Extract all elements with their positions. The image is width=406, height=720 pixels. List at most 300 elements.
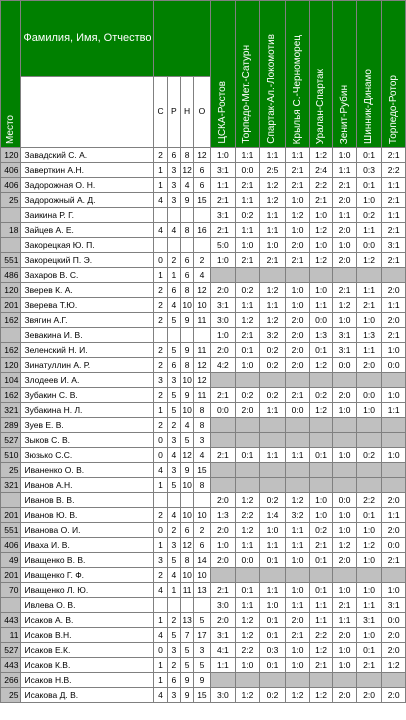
score-cell: 2:2 xyxy=(236,643,260,658)
score-cell: 2:1 xyxy=(210,583,236,598)
stat-o-cell: 6 xyxy=(194,538,210,553)
score-cell: 1:1 xyxy=(309,298,333,313)
score-cell: 2:1 xyxy=(210,448,236,463)
table-row xyxy=(1,313,406,328)
stat-o-cell: 12 xyxy=(194,358,210,373)
score-cell xyxy=(210,433,236,448)
score-cell: 2:0 xyxy=(210,553,236,568)
score-cell: 0:2 xyxy=(259,343,286,358)
name-cell: Зевакина И. В. xyxy=(21,328,154,343)
score-cell: 1:2 xyxy=(259,178,286,193)
score-cell: 2:0 xyxy=(382,523,406,538)
stat-o-cell: 2 xyxy=(194,253,210,268)
place-cell: 443 xyxy=(1,658,21,673)
stat-o-cell: 13 xyxy=(194,583,210,598)
score-cell: 0:1 xyxy=(356,178,382,193)
place-cell: 18 xyxy=(1,223,21,238)
score-cell: 0:1 xyxy=(356,148,382,163)
place-cell: 443 xyxy=(1,613,21,628)
stat-n-cell: 11 xyxy=(180,583,193,598)
stat-r-cell: 3 xyxy=(167,433,180,448)
score-cell xyxy=(333,463,357,478)
stat-s-cell xyxy=(154,493,167,508)
score-cell xyxy=(236,268,260,283)
stat-s-cell: 2 xyxy=(154,283,167,298)
stat-s-cell xyxy=(154,598,167,613)
stat-o-cell: 15 xyxy=(194,688,210,703)
name-cell: Исаков К.В. xyxy=(21,658,154,673)
table-row xyxy=(1,508,406,523)
stat-n-cell: 13 xyxy=(180,613,193,628)
score-cell: 1:0 xyxy=(309,238,333,253)
stat-s-cell: 2 xyxy=(154,568,167,583)
score-cell xyxy=(333,568,357,583)
stat-s-cell: 1 xyxy=(154,268,167,283)
header-fio: Фамилия, Имя, Отчество xyxy=(21,1,154,77)
score-cell xyxy=(333,373,357,388)
score-cell xyxy=(210,478,236,493)
score-cell: 1:0 xyxy=(259,238,286,253)
score-cell: 1:0 xyxy=(210,148,236,163)
score-cell: 2:0 xyxy=(333,253,357,268)
score-cell: 0:2 xyxy=(259,388,286,403)
score-cell xyxy=(382,673,406,688)
stat-o-cell: 10 xyxy=(194,568,210,583)
score-cell: 0:1 xyxy=(236,343,260,358)
score-cell: 2:1 xyxy=(382,553,406,568)
score-cell: 2:2 xyxy=(236,508,260,523)
score-cell xyxy=(309,433,333,448)
score-cell: 1:1 xyxy=(236,148,260,163)
name-cell: Зеленский Н. И. xyxy=(21,343,154,358)
name-cell: Иваха И. В. xyxy=(21,538,154,553)
stat-r-cell: 5 xyxy=(167,313,180,328)
score-cell: 0:0 xyxy=(382,613,406,628)
place-cell: 321 xyxy=(1,478,21,493)
place-cell: 49 xyxy=(1,553,21,568)
score-cell: 2:2 xyxy=(356,493,382,508)
score-cell: 1:0 xyxy=(309,508,333,523)
stat-o-cell: 12 xyxy=(194,373,210,388)
table-row xyxy=(1,658,406,673)
score-cell: 1:0 xyxy=(333,448,357,463)
score-cell xyxy=(210,568,236,583)
score-cell: 1:2 xyxy=(259,313,286,328)
score-cell xyxy=(259,478,286,493)
stat-s-cell xyxy=(154,238,167,253)
stat-n-cell: 9 xyxy=(180,388,193,403)
place-cell xyxy=(1,598,21,613)
subheader-r: Р xyxy=(167,76,180,147)
score-cell xyxy=(382,418,406,433)
score-cell: 1:0 xyxy=(286,583,310,598)
score-cell: 1:1 xyxy=(356,283,382,298)
stat-o-cell: 17 xyxy=(194,628,210,643)
stat-r-cell: 2 xyxy=(167,418,180,433)
name-cell: Зуев Е. В. xyxy=(21,418,154,433)
subheader-blank xyxy=(21,76,154,147)
stat-n-cell: 9 xyxy=(180,343,193,358)
score-cell: 1:1 xyxy=(382,403,406,418)
stat-r-cell: 5 xyxy=(167,553,180,568)
score-cell: 0:2 xyxy=(236,208,260,223)
stat-r-cell: 3 xyxy=(167,688,180,703)
score-cell: 0:1 xyxy=(259,658,286,673)
score-cell: 1:0 xyxy=(382,583,406,598)
score-cell: 2:4 xyxy=(309,163,333,178)
name-cell: Зинатуллин А. Р. xyxy=(21,358,154,373)
score-cell: 1:0 xyxy=(236,238,260,253)
table-row xyxy=(1,523,406,538)
score-cell: 1:1 xyxy=(286,538,310,553)
stat-s-cell: 1 xyxy=(154,163,167,178)
table-row xyxy=(1,628,406,643)
stat-n-cell: 9 xyxy=(180,463,193,478)
stat-o-cell: 10 xyxy=(194,508,210,523)
score-cell: 1:2 xyxy=(333,298,357,313)
score-cell: 1:2 xyxy=(286,688,310,703)
stat-n-cell: 9 xyxy=(180,313,193,328)
score-cell: 1:1 xyxy=(236,193,260,208)
stat-r-cell: 2 xyxy=(167,523,180,538)
score-cell xyxy=(382,568,406,583)
score-cell xyxy=(356,418,382,433)
score-cell: 2:1 xyxy=(356,298,382,313)
score-cell: 1:0 xyxy=(236,358,260,373)
stat-o-cell: 8 xyxy=(194,478,210,493)
score-cell: 2:0 xyxy=(382,283,406,298)
stat-s-cell: 1 xyxy=(154,538,167,553)
stat-o-cell: 6 xyxy=(194,178,210,193)
score-cell: 1:3 xyxy=(210,508,236,523)
score-cell: 1:2 xyxy=(356,538,382,553)
score-cell: 2:1 xyxy=(286,388,310,403)
score-cell: 0:2 xyxy=(236,283,260,298)
stat-n-cell: 12 xyxy=(180,538,193,553)
score-cell: 0:1 xyxy=(309,553,333,568)
score-cell: 4:2 xyxy=(210,358,236,373)
score-cell xyxy=(286,268,310,283)
score-cell xyxy=(259,373,286,388)
stat-r-cell: 6 xyxy=(167,358,180,373)
stat-o-cell: 10 xyxy=(194,298,210,313)
table-row xyxy=(1,328,406,343)
score-cell: 0:1 xyxy=(309,343,333,358)
score-cell xyxy=(210,673,236,688)
header-team: Шинник-Динамо xyxy=(356,1,382,148)
name-cell: Исакова Д. В. xyxy=(21,688,154,703)
score-cell: 0:2 xyxy=(356,208,382,223)
score-cell: 2:0 xyxy=(382,628,406,643)
score-cell: 2:0 xyxy=(286,313,310,328)
score-cell: 2:0 xyxy=(286,238,310,253)
score-cell xyxy=(333,418,357,433)
name-cell: Иващенко Л. Ю. xyxy=(21,583,154,598)
stat-s-cell: 0 xyxy=(154,253,167,268)
score-cell: 3:1 xyxy=(210,298,236,313)
score-cell xyxy=(236,433,260,448)
score-cell xyxy=(356,568,382,583)
place-cell: 25 xyxy=(1,193,21,208)
score-cell: 1:1 xyxy=(236,538,260,553)
score-cell: 1:2 xyxy=(236,628,260,643)
stat-n-cell: 5 xyxy=(180,433,193,448)
score-cell: 0:0 xyxy=(333,358,357,373)
table-row xyxy=(1,463,406,478)
stat-o-cell: 16 xyxy=(194,223,210,238)
score-cell: 2:0 xyxy=(382,493,406,508)
stat-s-cell: 0 xyxy=(154,523,167,538)
name-cell: Зюзько С.С. xyxy=(21,448,154,463)
score-cell: 1:1 xyxy=(333,208,357,223)
score-cell xyxy=(356,673,382,688)
score-cell xyxy=(286,673,310,688)
score-cell: 3:1 xyxy=(210,628,236,643)
subheader-n: Н xyxy=(180,76,193,147)
score-cell: 0:0 xyxy=(333,493,357,508)
score-cell: 1:2 xyxy=(236,688,260,703)
table-row xyxy=(1,403,406,418)
score-cell: 1:0 xyxy=(333,403,357,418)
stat-n-cell: 9 xyxy=(180,673,193,688)
score-cell xyxy=(236,568,260,583)
score-cell: 0:1 xyxy=(356,643,382,658)
header-team: Крылья С.-Черноморец xyxy=(286,1,310,148)
score-cell: 1:1 xyxy=(210,178,236,193)
score-cell: 0:1 xyxy=(236,448,260,463)
score-cell: 3:1 xyxy=(382,598,406,613)
name-cell: Закорецкая Ю. П. xyxy=(21,238,154,253)
score-cell: 2:0 xyxy=(210,613,236,628)
place-cell: 201 xyxy=(1,298,21,313)
stat-o-cell xyxy=(194,493,210,508)
score-cell xyxy=(309,373,333,388)
score-cell: 1:0 xyxy=(356,583,382,598)
name-cell: Иванов А.Н. xyxy=(21,478,154,493)
score-cell: 2:0 xyxy=(333,388,357,403)
stat-n-cell: 9 xyxy=(180,193,193,208)
stat-s-cell: 1 xyxy=(154,178,167,193)
stat-o-cell: 2 xyxy=(194,523,210,538)
stat-o-cell: 5 xyxy=(194,613,210,628)
name-cell: Захаров В. С. xyxy=(21,268,154,283)
stat-n-cell: 6 xyxy=(180,253,193,268)
score-cell: 0:0 xyxy=(210,403,236,418)
header-row xyxy=(1,1,406,77)
stat-s-cell: 4 xyxy=(154,223,167,238)
table-row xyxy=(1,688,406,703)
stat-n-cell: 8 xyxy=(180,283,193,298)
score-cell: 0:0 xyxy=(236,553,260,568)
score-cell: 0:0 xyxy=(236,163,260,178)
stat-s-cell: 1 xyxy=(154,403,167,418)
name-cell: Иващенко В. В. xyxy=(21,553,154,568)
name-cell: Зверева Т.Ю. xyxy=(21,298,154,313)
score-cell: 1:0 xyxy=(333,508,357,523)
score-cell: 3:1 xyxy=(210,163,236,178)
table-row xyxy=(1,223,406,238)
stat-s-cell: 4 xyxy=(154,193,167,208)
score-cell: 3:0 xyxy=(210,313,236,328)
stat-n-cell: 10 xyxy=(180,403,193,418)
stat-r-cell: 1 xyxy=(167,268,180,283)
score-cell xyxy=(259,463,286,478)
stat-n-cell: 8 xyxy=(180,553,193,568)
stat-o-cell xyxy=(194,328,210,343)
stat-r-cell: 3 xyxy=(167,463,180,478)
stat-s-cell xyxy=(154,328,167,343)
stat-o-cell: 11 xyxy=(194,313,210,328)
score-cell: 2:0 xyxy=(236,403,260,418)
score-cell: 2:0 xyxy=(333,688,357,703)
stat-n-cell: 6 xyxy=(180,523,193,538)
stat-s-cell: 2 xyxy=(154,313,167,328)
score-cell: 3:2 xyxy=(259,328,286,343)
score-cell: 1:1 xyxy=(356,223,382,238)
score-cell: 2:0 xyxy=(333,553,357,568)
place-cell: 527 xyxy=(1,643,21,658)
score-cell: 1:0 xyxy=(356,403,382,418)
subheader-s: С xyxy=(154,76,167,147)
score-cell: 0:1 xyxy=(236,583,260,598)
stat-n-cell: 10 xyxy=(180,373,193,388)
score-cell: 2:1 xyxy=(333,598,357,613)
score-cell: 1:1 xyxy=(259,583,286,598)
name-cell: Зыков С. В. xyxy=(21,433,154,448)
score-cell: 1:1 xyxy=(259,298,286,313)
stat-n-cell: 8 xyxy=(180,223,193,238)
score-cell: 0:0 xyxy=(382,358,406,373)
score-cell: 1:3 xyxy=(356,328,382,343)
score-cell: 1:2 xyxy=(236,613,260,628)
name-cell: Ивлева О. В. xyxy=(21,598,154,613)
score-cell: 0:0 xyxy=(286,403,310,418)
score-cell: 1:0 xyxy=(333,643,357,658)
score-cell xyxy=(356,478,382,493)
score-cell xyxy=(210,463,236,478)
table-row xyxy=(1,448,406,463)
name-cell: Иванова О. И. xyxy=(21,523,154,538)
table-row xyxy=(1,358,406,373)
place-cell: 527 xyxy=(1,433,21,448)
score-cell: 1:1 xyxy=(236,298,260,313)
score-cell: 1:0 xyxy=(236,658,260,673)
place-cell: 510 xyxy=(1,448,21,463)
stat-r-cell xyxy=(167,208,180,223)
stat-n-cell: 6 xyxy=(180,268,193,283)
header-team: ЦСКА-Ростов xyxy=(210,1,236,148)
stat-n-cell xyxy=(180,238,193,253)
score-cell: 1:0 xyxy=(210,538,236,553)
stat-r-cell: 6 xyxy=(167,148,180,163)
stat-r-cell: 5 xyxy=(167,628,180,643)
score-cell: 3:1 xyxy=(382,238,406,253)
stat-n-cell: 7 xyxy=(180,628,193,643)
place-cell: 25 xyxy=(1,688,21,703)
score-cell: 1:1 xyxy=(259,538,286,553)
score-cell xyxy=(259,673,286,688)
score-cell: 0:2 xyxy=(356,448,382,463)
score-cell: 1:2 xyxy=(309,148,333,163)
name-cell: Исаков В.Н. xyxy=(21,628,154,643)
stat-s-cell: 3 xyxy=(154,553,167,568)
name-cell: Злодеев И. А. xyxy=(21,373,154,388)
score-cell: 1:1 xyxy=(286,448,310,463)
score-cell: 3:1 xyxy=(210,208,236,223)
score-cell: 2:2 xyxy=(382,163,406,178)
score-cell: 2:1 xyxy=(286,253,310,268)
score-cell xyxy=(236,463,260,478)
score-cell: 2:0 xyxy=(286,613,310,628)
name-cell: Иваненко О. В. xyxy=(21,463,154,478)
score-cell xyxy=(382,268,406,283)
stat-s-cell: 4 xyxy=(154,583,167,598)
score-cell: 2:1 xyxy=(259,253,286,268)
stat-s-cell: 0 xyxy=(154,448,167,463)
score-cell: 1:0 xyxy=(356,523,382,538)
place-cell: 406 xyxy=(1,163,21,178)
score-cell: 1:2 xyxy=(236,313,260,328)
score-cell: 2:0 xyxy=(210,343,236,358)
stat-r-cell: 4 xyxy=(167,298,180,313)
score-cell: 1:3 xyxy=(309,328,333,343)
stat-n-cell: 5 xyxy=(180,643,193,658)
score-cell xyxy=(382,463,406,478)
score-cell: 2:1 xyxy=(286,163,310,178)
score-cell: 1:1 xyxy=(259,448,286,463)
name-cell: Зверев К. А. xyxy=(21,283,154,298)
stat-s-cell: 2 xyxy=(154,298,167,313)
score-cell: 2:0 xyxy=(286,343,310,358)
score-cell: 1:2 xyxy=(333,538,357,553)
score-cell xyxy=(309,478,333,493)
name-cell: Исаков Е.К. xyxy=(21,643,154,658)
stat-n-cell: 8 xyxy=(180,148,193,163)
table-row xyxy=(1,553,406,568)
stat-s-cell: 2 xyxy=(154,148,167,163)
score-cell: 1:0 xyxy=(356,193,382,208)
stat-n-cell: 10 xyxy=(180,508,193,523)
score-cell: 0:3 xyxy=(356,163,382,178)
stat-s-cell: 1 xyxy=(154,613,167,628)
score-cell: 2:2 xyxy=(309,178,333,193)
score-cell: 1:0 xyxy=(286,283,310,298)
stat-o-cell: 8 xyxy=(194,418,210,433)
table-row xyxy=(1,493,406,508)
score-cell: 1:0 xyxy=(286,298,310,313)
table-row xyxy=(1,148,406,163)
stat-r-cell: 4 xyxy=(167,448,180,463)
stat-n-cell: 12 xyxy=(180,163,193,178)
table-row xyxy=(1,178,406,193)
name-cell: Заикина Р. Г. xyxy=(21,208,154,223)
score-cell: 0:2 xyxy=(309,388,333,403)
stat-s-cell: 2 xyxy=(154,418,167,433)
score-cell: 4:1 xyxy=(210,643,236,658)
name-cell: Звягин А.Г. xyxy=(21,313,154,328)
stat-n-cell: 4 xyxy=(180,178,193,193)
place-cell: 162 xyxy=(1,388,21,403)
header-place: Место xyxy=(1,1,21,148)
score-cell: 1:2 xyxy=(309,688,333,703)
score-cell: 1:0 xyxy=(210,253,236,268)
stat-r-cell: 3 xyxy=(167,178,180,193)
stat-o-cell: 15 xyxy=(194,463,210,478)
score-cell xyxy=(382,478,406,493)
score-cell: 1:2 xyxy=(309,253,333,268)
place-cell: 162 xyxy=(1,343,21,358)
score-cell: 2:1 xyxy=(236,328,260,343)
